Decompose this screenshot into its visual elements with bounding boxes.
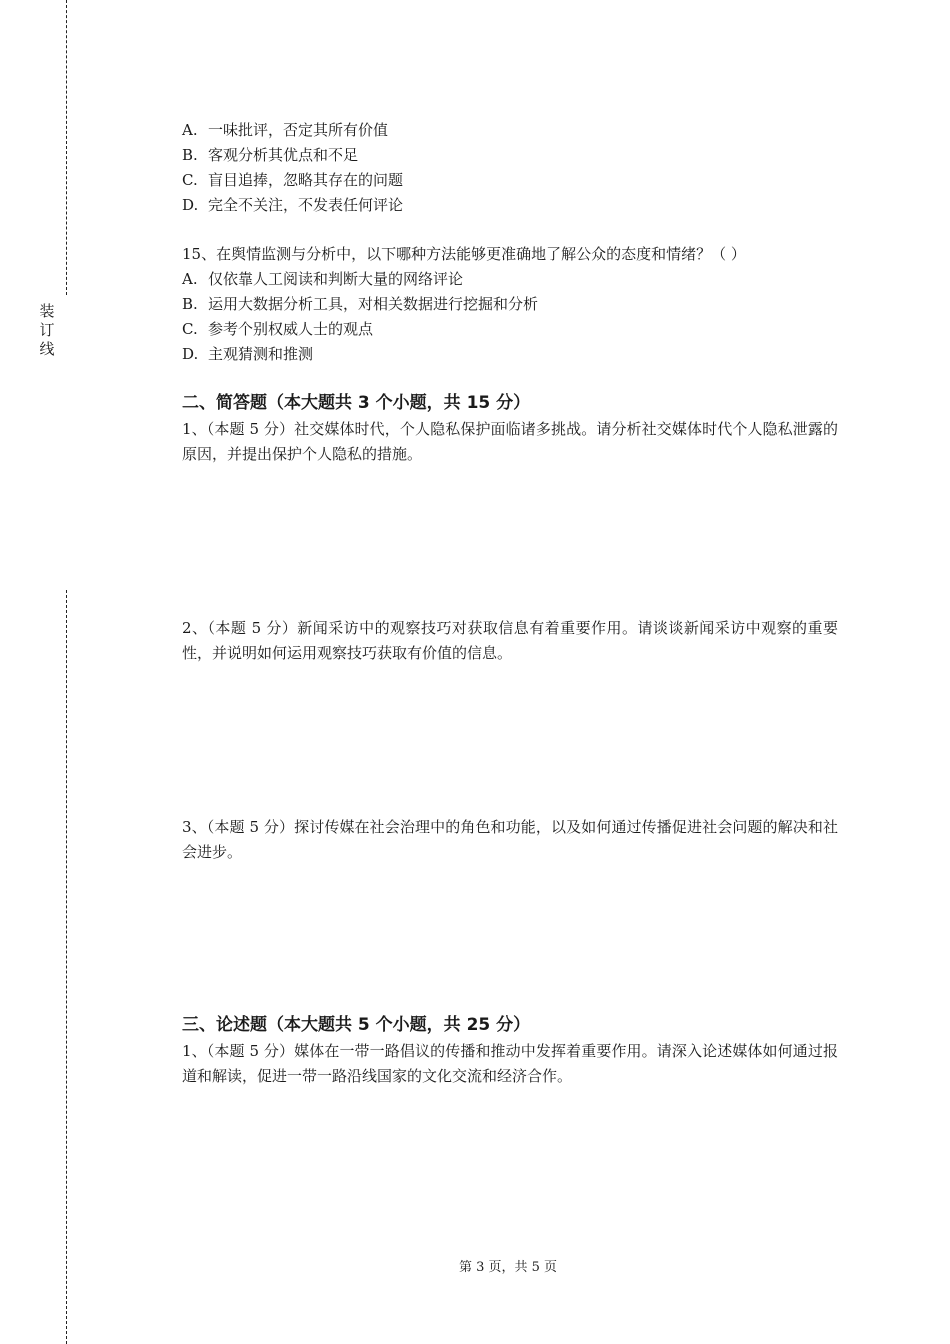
option-text: 完全不关注，不发表任何评论 bbox=[208, 196, 404, 214]
option-letter: D. bbox=[182, 196, 199, 214]
page-number-footer: 第 3 页，共 5 页 bbox=[458, 1260, 558, 1275]
binding-char: 装 bbox=[39, 302, 55, 320]
option-letter: A. bbox=[182, 121, 198, 139]
option-letter: C. bbox=[182, 171, 198, 189]
q14-option-d bbox=[182, 195, 403, 215]
binding-dashed-line-top bbox=[66, 0, 67, 295]
option-text: 主观猜测和推测 bbox=[208, 345, 314, 363]
option-letter: B. bbox=[182, 295, 198, 313]
q15-stem: 15、在舆情监测与分析中，以下哪种方法能够更准确地了解公众的态度和情绪？（ ） bbox=[182, 245, 746, 263]
q15-option-d bbox=[182, 344, 313, 364]
option-letter: D. bbox=[182, 345, 199, 363]
section-2-question-3: 3、（本题 5 分）探讨传媒在社会治理中的角色和功能，以及如何通过传播促进社会问题的解决和社会进步。 bbox=[182, 818, 838, 861]
option-text: 参考个别权威人士的观点 bbox=[208, 320, 374, 338]
binding-dashed-line-bottom bbox=[66, 590, 67, 1344]
option-letter: B. bbox=[182, 146, 198, 164]
option-text: 仅依靠人工阅读和判断大量的网络评论 bbox=[208, 270, 464, 288]
option-text: 盲目追捧，忽略其存在的问题 bbox=[208, 171, 404, 189]
q14-option-c bbox=[182, 170, 403, 190]
option-letter: C. bbox=[182, 320, 198, 338]
option-text: 一味批评，否定其所有价值 bbox=[208, 121, 389, 139]
section-2-question-1: 1、（本题 5 分）社交媒体时代，个人隐私保护面临诸多挑战。请分析社交媒体时代个人隐私泄露的原因，并提出保护个人隐私的措施。 bbox=[182, 420, 838, 463]
section-2-question-2: 2、（本题 5 分）新闻采访中的观察技巧对获取信息有着重要作用。请谈谈新闻采访中观察的重要性，并说明如何运用观察技巧获取有价值的信息。 bbox=[182, 619, 838, 662]
q14-option-a bbox=[182, 120, 388, 140]
q15-option-b bbox=[182, 294, 538, 314]
q15-option-c bbox=[182, 319, 373, 339]
option-text: 运用大数据分析工具，对相关数据进行挖掘和分析 bbox=[208, 295, 539, 313]
binding-char: 订 bbox=[39, 321, 55, 339]
option-letter: A. bbox=[182, 270, 198, 288]
section-3-title: 三、论述题（本大题共 5 个小题，共 25 分） bbox=[182, 1015, 531, 1035]
binding-line-label bbox=[38, 302, 56, 359]
section-3-question-1: 1、（本题 5 分）媒体在一带一路倡议的传播和推动中发挥着重要作用。请深入论述媒体如何通过报道和解读，促进一带一路沿线国家的文化交流和经济合作。 bbox=[182, 1042, 838, 1085]
option-text: 客观分析其优点和不足 bbox=[208, 146, 359, 164]
section-2-title: 二、简答题（本大题共 3 个小题，共 15 分） bbox=[182, 393, 531, 413]
binding-char: 线 bbox=[39, 340, 55, 358]
q14-option-b bbox=[182, 145, 358, 165]
q15-option-a bbox=[182, 269, 463, 289]
